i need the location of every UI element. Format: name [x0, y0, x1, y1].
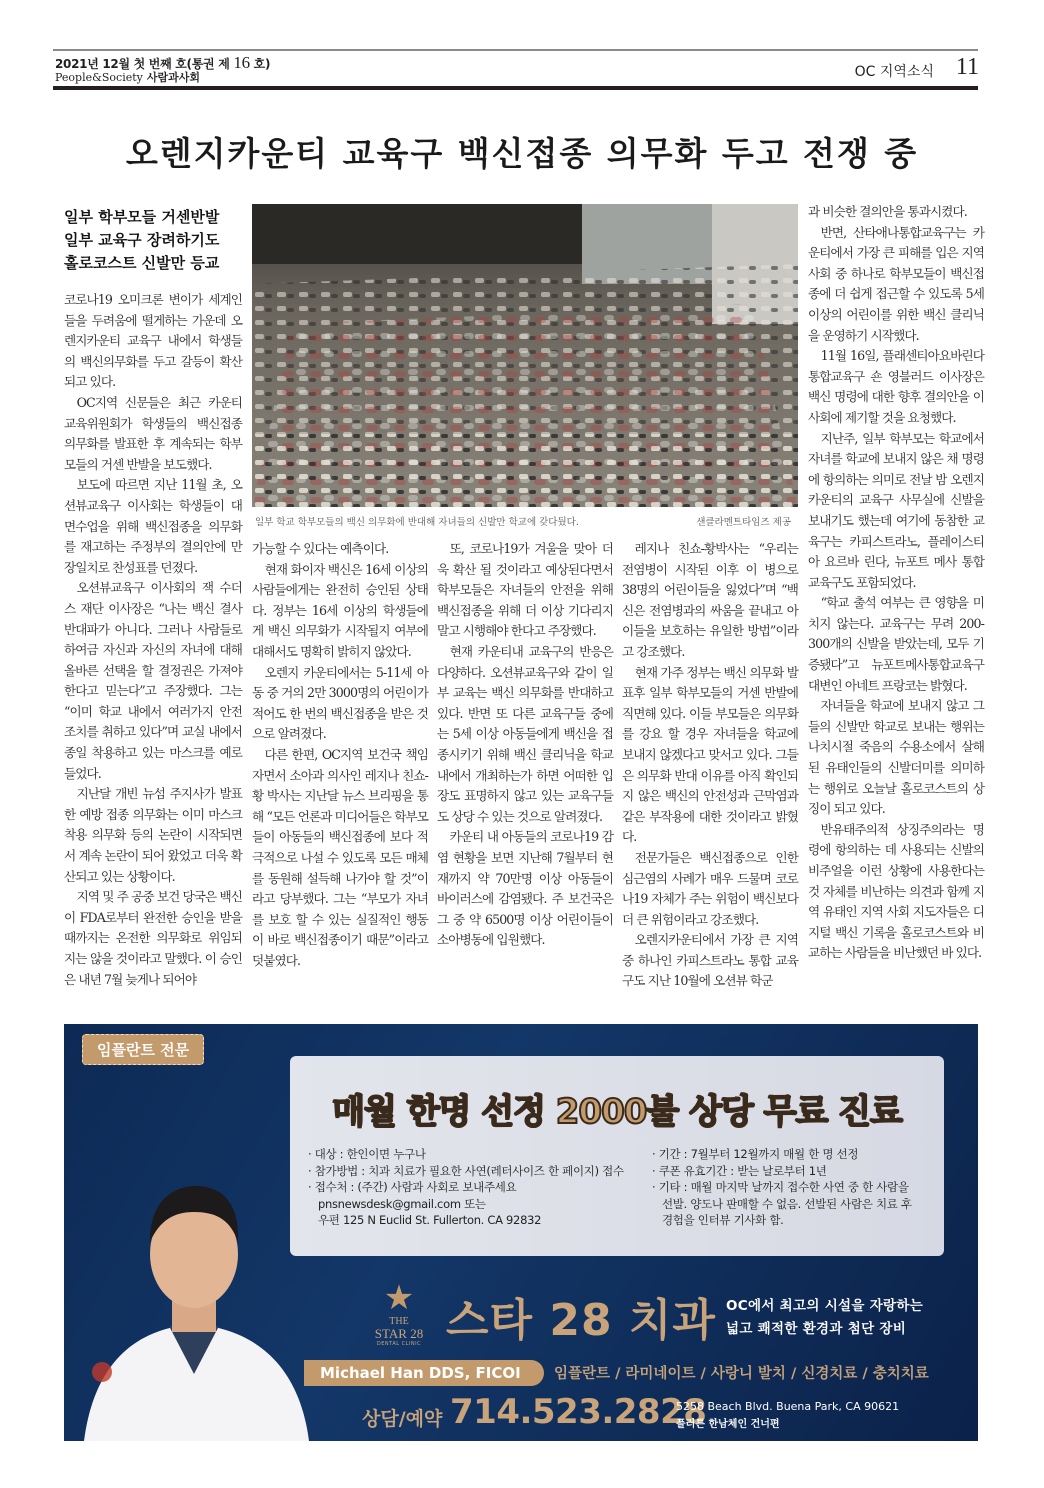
header-top-rule: [53, 49, 978, 51]
page-number: 11: [955, 54, 979, 80]
paragraph: 보도에 따르면 지난 11월 초, 오션뷰교육구 이사회는 학생들이 대면수업을 위해 백신접종을 의무화를 재고하는 주정부의 결의안에 만장일치로 찬성표를 던졌다.: [64, 477, 242, 575]
paragraph: 가능할 수 있다는 예측이다.: [252, 541, 389, 556]
paragraph: 오렌지 카운티에서는 5-11세 아동 중 거의 2만 3000명의 어린이가 적어도 한 번의 백신접종을 받은 것으로 알려졌다.: [252, 664, 428, 742]
promo-panel: [290, 1056, 944, 1256]
promo-item: · 기타 : 매월 마지막 날까지 접수한 사연 중 한 사람을: [652, 1180, 909, 1194]
subhead: 홀로코스트 신발만 등교: [64, 254, 220, 272]
issue-prefix: 2021년 12월 첫 번째 호(통권 제: [55, 57, 234, 71]
clinic-address: [676, 1398, 899, 1434]
paragraph: 오션뷰교육구 이사회의 잭 수더스 재단 이사장은 “나는 백신 결사 반대파가 아니다. 그러나 사람들로 하여금 자신과 자신의 자녀에 대해 올바른 선택을 할 결정권은 가져야 한다고 믿는다”고 주장했다. 그는 “이미 학교 내에서 여러가지 안전 조치를 취하고 있다”며 교실 내에서 종일 착용하고 있는 마스크를 예로 들었다.: [64, 580, 242, 781]
paragraph: 자녀들을 학교에 보내지 않고 그들의 신발만 학교로 보내는 행위는 나치시절 죽음의 수용소에서 살해된 유태인들의 신발더미를 의미하는 행위로 오늘날 홀로코스트의 상징이 되고 있다.: [808, 698, 984, 817]
publication-name: [55, 69, 200, 85]
paragraph: 반면, 산타애나통합교육구는 카운티에서 가장 큰 피해를 입은 지역 사회 중 하나로 학부모들이 백신접종에 더 쉽게 접근할 수 있도록 5세 이상의 어린이를 위한 백신 클리닉을 운영하기 시작했다.: [808, 224, 984, 343]
promo-item: · 쿠폰 유효기간 : 받는 날로부터 1년: [652, 1163, 827, 1178]
promo-item: · 참가방법 : 치과 치료가 필요한 사연(레터사이즈 한 페이지) 접수: [308, 1163, 624, 1178]
paragraph: “학교 출석 여부는 큰 영향을 미치지 않는다. 교육구는 무려 200-300개의 신발을 받았는데, 모두 기증됐다”고 뉴포트메사통합교육구 대변인 아네트 프랑코는 밝혔다.: [808, 595, 984, 693]
paragraph: 레지나 친쇼-황박사는 “우리는 전염병이 시작된 이후 이 병으로 38명의 어린이들을 잃었다”며 “백신은 전염병과의 싸움을 끝내고 아이들을 보호하는 유일한 방법”이라고 강조했다.: [622, 541, 798, 659]
logo-line: STAR 28: [374, 1326, 424, 1341]
paragraph: 다른 한편, OC지역 보건국 책임자면서 소아과 의사인 레지나 친쇼-황 박사는 지난달 뉴스 브리핑을 통해 “모든 언론과 미디어들은 학부모들이 아동들의 백신접종에 보다 적극적으로 나설 수 있도록 모든 매체를 동원해 설득해 나가야 할 것”이라고 당부했다. 그는 “부모가 자녀를 보호 할 수 있는 실질적인 행동이 바로 백신접종이기 때문”이라고 덧붙였다.: [252, 746, 428, 968]
services-list: 임플란트 / 라미네이트 / 사랑니 발치 / 신경치료 / 충치치료: [554, 1366, 929, 1382]
paragraph: 지난달 개빈 뉴섬 주지사가 발표한 예방 접종 의무화는 이미 마스크 착용 의무화 등의 논란이 시작되면서 계속 논란이 되어 왔었고 더욱 확산되고 있는 상황이다.: [64, 786, 242, 884]
promo-item: 경험을 인터뷰 기사화 함.: [662, 1213, 784, 1227]
phone-number[interactable]: 714.523.2828: [450, 1392, 707, 1432]
dental-clinic-ad: [64, 1024, 978, 1441]
paragraph: 과 비슷한 결의안을 통과시켰다.: [808, 204, 967, 219]
publication-en: People&Society: [55, 71, 143, 84]
tagline-line: OC에서 최고의 시설을 자랑하는: [726, 1298, 924, 1314]
article-column-2: [252, 539, 428, 971]
paragraph: 오렌지카운티에서 가장 큰 지역 중 하나인 카피스트라노 통합 교육구도 지난 10월에 오션뷰 학군: [622, 932, 798, 989]
phone-label: 상담/예약: [362, 1408, 443, 1430]
doctor-photo: [64, 1114, 324, 1441]
promo-details-right: [652, 1146, 942, 1229]
paragraph: 지역 및 주 공중 보건 당국은 백신이 FDA로부터 완전한 승인을 받을 때까지는 온전한 의무화로 위임되지는 않을 것이라고 말했다. 이 승인은 내년 7월 늦게나 되어야: [64, 889, 242, 987]
paragraph: 반유태주의적 상징주의라는 명령에 항의하는 데 사용되는 신발의 비주얼을 이런 상황에 사용한다는 것 자체를 비난하는 의견과 함께 지역 유태인 지역 사회 지도자들은 디지털 백신 기록을 홀로코스트와 비교하는 사람들을 비난했던 바 있다.: [808, 821, 984, 961]
promo-details-left: [308, 1146, 658, 1229]
article-photo: [252, 204, 798, 507]
caption-text: 일부 학교 학부모들의 백신 의무화에 반대해 자녀들의 신발만 학교에 갖다뒀다.: [255, 517, 579, 528]
publication-ko: 사람과사회: [146, 71, 201, 84]
article-subheads: [64, 206, 244, 275]
promo-item: · 대상 : 한인이면 누구나: [308, 1147, 426, 1161]
header-bottom-rule: [53, 86, 978, 90]
paragraph: 코로나19 오미크론 변이가 세계인들을 두려움에 떨게하는 가운데 오렌지카운티 교육구 내에서 학생들의 백신의무화를 두고 갈등이 확산되고 있다.: [64, 292, 242, 390]
doctor-name-bar: Michael Han DDS, FICOI: [304, 1360, 544, 1386]
star28-logo: [369, 1282, 429, 1347]
promo-item: 선발. 양도나 판매할 수 없음. 선발된 사람은 치료 후: [662, 1196, 912, 1211]
paragraph: 전문가들은 백신접종으로 인한 심근염의 사례가 매우 드물며 코로나19 자체가 주는 위험이 백신보다 더 큰 위험이라고 강조했다.: [622, 849, 798, 927]
paragraph: 또, 코로나19가 겨울을 맞아 더욱 확산 될 것이라고 예상된다면서 학부모들은 자녀들의 안전을 위해 백신접종을 위해 더 이상 기다리지 말고 시행해야 한다고 주장했다.: [437, 541, 613, 639]
star-icon: ★: [383, 1280, 415, 1317]
logo-line: THE: [389, 1316, 409, 1327]
subhead: 일부 학부모들 거센반발: [64, 208, 220, 226]
article-column-5: [808, 202, 984, 964]
paragraph: 지난주, 일부 학부모는 학교에서 자녀를 학교에 보내지 않은 채 명령에 항의하는 의미로 전날 밤 오렌지카운티의 교육구 사무실에 신발을 보내기도 했는데 여기에 동참한 교육구는 카피스트라노, 플레이스티아 요르바 린다, 뉴포트 메사 통합 교육구도 포함되었다.: [808, 430, 984, 590]
section-name: OC 지역소식: [854, 64, 934, 80]
clinic-tagline: [726, 1295, 923, 1341]
promo-item: · 접수처 : (주간) 사람과 사회로 보내주세요: [308, 1180, 517, 1194]
tagline-line: 넓고 쾌적한 환경과 첨단 장비: [726, 1321, 907, 1337]
paragraph: 현재 화이자 백신은 16세 이상의 사람들에게는 완전히 승인된 상태다. 정부는 16세 이상의 학생들에게 백신 의무화가 시작될지 여부에 대해서도 명확히 밝히지 않았다.: [252, 561, 428, 659]
implant-specialist-badge: 임플란트 전문: [82, 1034, 204, 1065]
photo-credit: 샌클라멘트타임즈 제공: [696, 517, 791, 528]
article-column-1: [64, 290, 242, 990]
article-column-4: [622, 539, 798, 992]
clinic-name: 스타 28 치과: [446, 1295, 716, 1346]
paragraph: 현재 카운티내 교육구의 반응은 다양하다. 오션뷰교육구와 같이 일부 교육는 백신 의무화를 반대하고 있다. 반면 또 다른 교육구들 중에는 5세 이상 아동들에게 백신을 접종시키기 위해 백신 클리닉을 학교 내에서 개최하는가 하면 어떠한 입장도 표명하지 않고 있는 교육구들도 상당 수 있는 것으로 알려졌다.: [437, 643, 613, 824]
article-column-3: [437, 539, 613, 951]
address-note: 플러튼 한남체인 건너편: [676, 1419, 780, 1430]
promo-mail-address: 우편 125 N Euclid St. Fullerton. CA 92832: [318, 1213, 542, 1227]
paragraph: OC지역 신문들은 최근 카운티 교육위원회가 학생들의 백신접종 의무화를 발표한 후 계속되는 학부모들의 거센 반발을 보도했다.: [64, 394, 242, 472]
paragraph: 현재 가주 정부는 백신 의무화 발표후 일부 학부모들의 거센 반발에 직면해 있다. 이들 부모들은 의무화를 강요 할 경우 자녀들을 학교에 보내지 않겠다고 맞서고 있다. 그들은 의무화 반대 이유를 아직 확인되지 않은 백신의 안전성과 근막염과 같은 부작용에 대한 것이라고 밝혔다.: [622, 664, 798, 845]
article-headline: 오렌지카운티 교육구 백신접종 의무화 두고 전쟁 중: [125, 134, 919, 173]
photo-caption: [255, 514, 795, 528]
paragraph: 11월 16일, 플래센티아요바린다 통합교육구 숀 영블러드 이사장은 백신 명령에 대한 향후 결의안을 이사회에 제기할 것을 요청했다.: [808, 348, 984, 425]
promo-email[interactable]: pnsnewsdesk@gmail.com 또는: [318, 1196, 486, 1211]
promo-title: 매월 한명 선정 2000불 상당 무료 진료: [332, 1092, 902, 1132]
subhead: 일부 교육구 장려하기도: [64, 231, 220, 249]
issue-number: 16: [233, 53, 250, 72]
promo-item: · 기간 : 7월부터 12월까지 매월 한 명 선정: [652, 1147, 859, 1161]
shoes-on-plaza-image: [252, 204, 798, 507]
issue-suffix: 호): [249, 57, 271, 71]
logo-line: DENTAL CLINIC: [376, 1341, 422, 1347]
paragraph: 카운티 내 아동들의 코로나19 감염 현황을 보면 지난해 7월부터 현재까지 약 70만명 이상 아동들이 바이러스에 감염됐다. 주 보건국은 그 중 약 6500명 이상 어린이들이 소아병동에 입원했다.: [437, 829, 613, 948]
address-line: 5258 Beach Blvd. Buena Park, CA 90621: [676, 1400, 900, 1413]
